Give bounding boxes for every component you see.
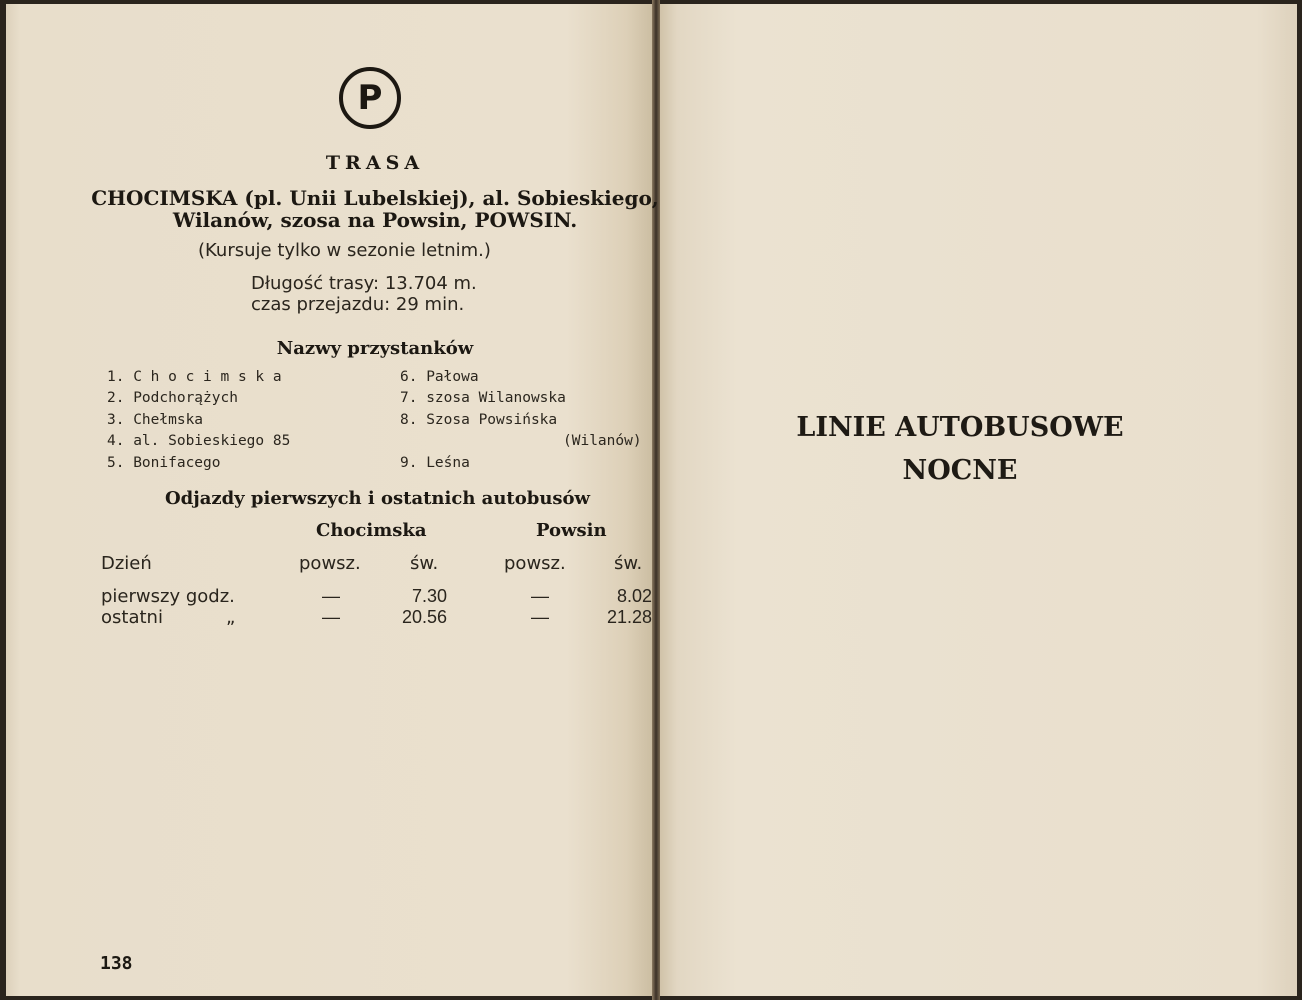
travel-time: czas przejazdu: 29 min. [251, 294, 465, 315]
route-emblem-icon [339, 67, 401, 129]
table-ditto-mark: „ [226, 607, 236, 628]
table-header-holiday-2: św. [614, 553, 643, 574]
season-note: (Kursuje tylko w sezonie letnim.) [198, 240, 491, 261]
route-description-line-2: Wilanów, szosa na Powsin, POWSIN. [172, 208, 578, 232]
section-title-line-2: NOCNE [902, 455, 1018, 486]
stop-item: 2. Podchorążych [107, 390, 238, 406]
table-cell: 7.30 [412, 586, 448, 606]
table-cell: 21.28 [607, 607, 653, 627]
stop-item: 3. Chełmska [107, 412, 204, 428]
table-header-weekday-2: powsz. [504, 553, 566, 574]
table-cell: 8.02 [617, 586, 653, 606]
table-cell: — [531, 607, 549, 627]
stop-item: 8. Szosa Powsińska [400, 412, 558, 428]
stop-item: 5. Bonifacego [107, 455, 221, 471]
departures-heading: Odjazdy pierwszych i ostatnich autobusów [164, 488, 591, 509]
table-header-day: Dzień [101, 553, 152, 574]
table-group-chocimska: Chocimska [316, 520, 427, 541]
route-length: Długość trasy: 13.704 m. [251, 273, 477, 294]
table-row-label: pierwszy godz. [101, 586, 235, 607]
stop-item: 1. C h o c i m s k a [107, 369, 282, 385]
table-cell: — [531, 586, 549, 606]
stop-item-continuation: (Wilanów) [563, 433, 642, 449]
section-title-line-1: LINIE AUTOBUSOWE [796, 412, 1124, 443]
table-header-weekday-1: powsz. [299, 553, 361, 574]
table-cell: — [322, 586, 340, 606]
stops-heading: Nazwy przystanków [276, 338, 474, 359]
stop-item: 7. szosa Wilanowska [400, 390, 566, 406]
route-description-line-1: CHOCIMSKA (pl. Unii Lubelskiej), al. Sobieskiego, [91, 186, 659, 210]
table-group-powsin: Powsin [536, 520, 607, 541]
table-header-holiday-1: św. [410, 553, 439, 574]
stop-item: 9. Leśna [400, 455, 470, 471]
table-cell: — [322, 607, 340, 627]
route-symbol: P [357, 78, 383, 118]
right-page [657, 4, 1297, 996]
stop-item: 6. Pałowa [400, 369, 479, 385]
route-heading: TRASA [325, 152, 425, 174]
table-cell: 20.56 [402, 607, 448, 627]
stop-item: 4. al. Sobieskiego 85 [107, 433, 291, 449]
table-row-label: ostatni [101, 607, 163, 628]
page-number: 138 [100, 953, 133, 974]
